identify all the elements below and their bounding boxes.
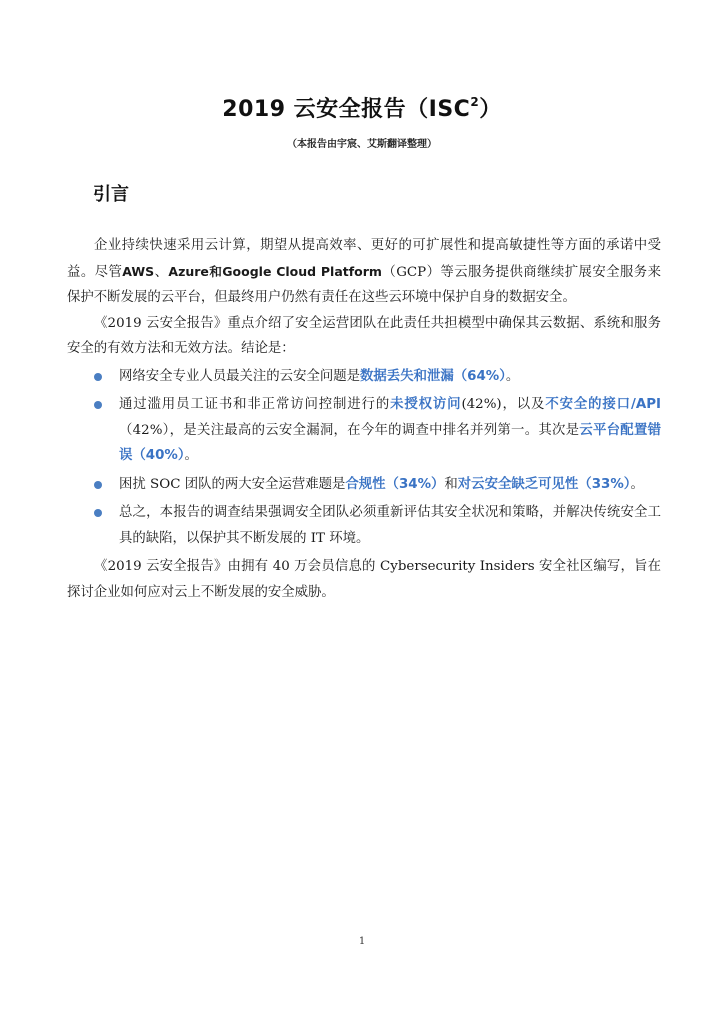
title-superscript: 2	[470, 95, 480, 109]
page-number: 1	[358, 936, 366, 947]
bullet-text: 和	[444, 476, 458, 492]
bullet-text: 总之，本报告的调查结果强调安全团队必须重新评估其安全状况和策略，并解决传统安全工具的缺陷，以保护其不断发展的 IT 环境。	[119, 505, 661, 546]
bullet-text: 通过滥用员工证书和非正常访问控制进行的	[119, 397, 391, 412]
document-body	[67, 233, 661, 605]
title-end: ）	[479, 97, 502, 122]
list-item	[67, 500, 661, 551]
bullet-text: 。	[505, 368, 520, 384]
bullet-highlight: 不安全的接口/API	[545, 397, 662, 412]
bullet-text: （42%），是关注最高的云安全漏洞，在今年的调查中排名并列第一。其次是	[119, 422, 580, 438]
list-item	[67, 472, 661, 498]
bullet-highlight: 未授权访问	[390, 397, 462, 412]
intro-p1-text-d: （GCP）等云服务提供商继续扩展安全服务来保护不断发展的云平台，但最终用户仍然有责任在这些云环境中保护自身的数据安全。	[67, 264, 662, 305]
bullet-highlight: 合规性（34%）	[345, 476, 445, 492]
bullet-icon	[94, 401, 102, 409]
intro-p1-aws: AWS	[122, 263, 155, 279]
intro-p1-text-c: 和	[208, 263, 223, 279]
bullet-icon	[94, 481, 102, 489]
closing-paragraph: 《2019 云安全报告》由拥有 40 万会员信息的 Cybersecurity Insiders 安全社区编写，旨在探讨企业如何应对云上不断发展的安全威胁。	[67, 559, 661, 600]
bullet-highlight: 数据丢失和泄漏（64%）	[360, 368, 506, 384]
document-subtitle: （本报告由宇宸、艾斯翻译整理）	[287, 139, 437, 150]
intro-paragraph-1	[67, 233, 661, 311]
intro-p1-text-b: 、	[154, 264, 169, 280]
intro-p1-text-a: 企业持续快速采用云计算，期望从提高效率、更好的可扩展性和提高敏捷性等方面的承诺中受益。尽管	[67, 238, 661, 280]
bullet-highlight: 云平台配置错误（40%）	[119, 422, 661, 463]
section-heading-introduction: 引言	[93, 184, 129, 205]
intro-p1-azure: Azure	[168, 263, 209, 279]
bullet-highlight: 对云安全缺乏可见性（33%）	[457, 476, 631, 492]
intro-p1-gcp: Google Cloud Platform	[222, 263, 382, 279]
list-item	[67, 364, 661, 390]
bullet-text: (42%)，以及	[461, 397, 546, 412]
bullet-text: 。	[184, 448, 198, 463]
list-item	[67, 392, 661, 469]
intro-paragraph-2: 《2019 云安全报告》重点介绍了安全运营团队在此责任共担模型中确保其云数据、系统和服务安全的有效方法和无效方法。结论是：	[67, 315, 661, 356]
bullet-icon	[94, 373, 102, 381]
title-text: 2019 云安全报告（ISC	[222, 97, 471, 122]
document-title	[0, 92, 724, 123]
bullet-text: 网络安全专业人员最关注的云安全问题是	[119, 368, 361, 384]
findings-list	[67, 364, 661, 552]
bullet-text: 困扰 SOC 团队的两大安全运营难题是	[119, 476, 346, 492]
bullet-text: 。	[630, 476, 644, 492]
bullet-icon	[94, 509, 102, 517]
